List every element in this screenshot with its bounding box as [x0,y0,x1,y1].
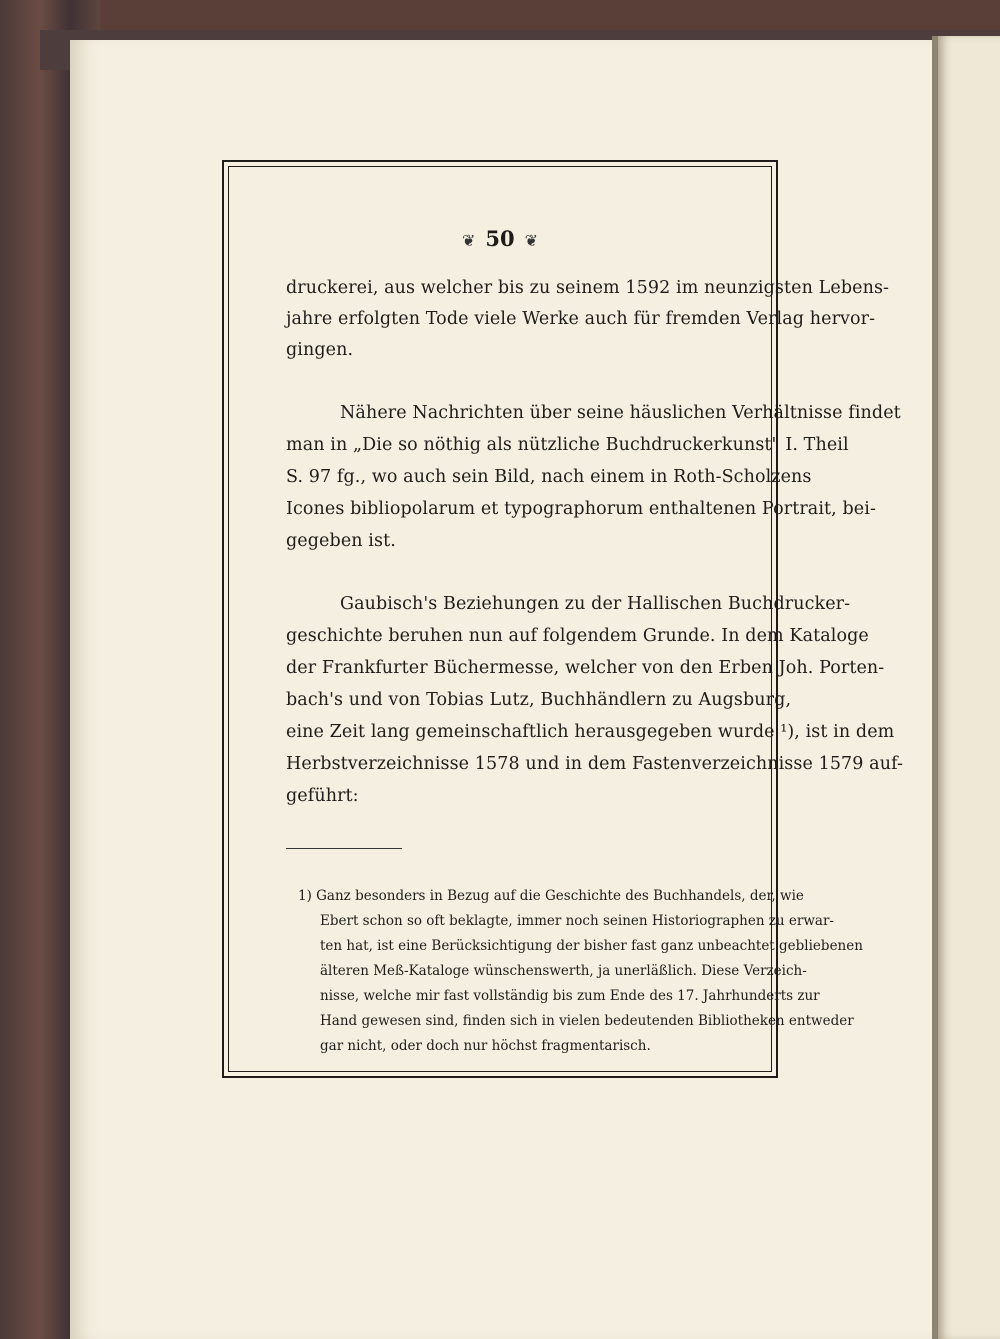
footnote-line: älteren Meß-Kataloge wünschenswerth, ja unerläßlich. Diese Verzeich- [320,963,807,979]
body-line: S. 97 fg., wo auch sein Bild, nach einem in Roth-Scholzens [286,467,812,487]
body-line: jahre erfolgten Tode viele Werke auch für fremden Verlag hervor- [286,309,876,329]
body-line: bach's und von Tobias Lutz, Buchhändlern zu Augsburg, [286,690,792,710]
footnote-line: gar nicht, oder doch nur höchst fragmentarisch. [320,1038,651,1054]
footnote-rule [286,848,402,849]
ornament-left-icon: ❦ [461,231,476,250]
footnote-line: nisse, welche mir fast vollständig bis zum Ende des 17. Jahrhunderts zur [320,988,820,1004]
footnote-line: ten hat, ist eine Berücksichtigung der bisher fast ganz unbeachtet gebliebenen [320,938,863,954]
body-line: geschichte beruhen nun auf folgendem Grunde. In dem Kataloge [286,626,869,646]
body-line: geführt: [286,786,359,806]
body-line: druckerei, aus welcher bis zu seinem 1592 im neunzigsten Lebens- [286,278,890,298]
page-border-inner [228,166,772,1072]
page-number-header [0,226,1000,251]
footnote-line: Hand gewesen sind, finden sich in vielen bedeutenden Bibliotheken entweder [320,1013,854,1029]
body-line: Gaubisch's Beziehungen zu der Hallischen Buchdrucker- [340,594,851,614]
ornament-right-icon: ❦ [524,231,539,250]
body-line: Nähere Nachrichten über seine häuslichen Verhältnisse findet [340,403,901,423]
body-line: der Frankfurter Büchermesse, welcher von den Erben Joh. Porten- [286,658,885,678]
footnote-line: Ebert schon so oft beklagte, immer noch seinen Historiographen zu erwar- [320,913,834,929]
body-line: eine Zeit lang gemeinschaftlich herausgegeben wurde ¹), ist in dem [286,722,895,742]
body-line: Icones bibliopolarum et typographorum enthaltenen Portrait, bei- [286,499,876,519]
body-line: gingen. [286,340,354,360]
page-number: 50 [485,226,515,251]
body-line: gegeben ist. [286,531,396,551]
body-line: man in „Die so nöthig als nützliche Buchdruckerkunst" I. Theil [286,435,849,455]
body-line: Herbstverzeichnisse 1578 und in dem Fastenverzeichnisse 1579 auf- [286,754,904,774]
footnote-line: 1) Ganz besonders in Bezug auf die Geschichte des Buchhandels, der, wie [298,888,804,904]
